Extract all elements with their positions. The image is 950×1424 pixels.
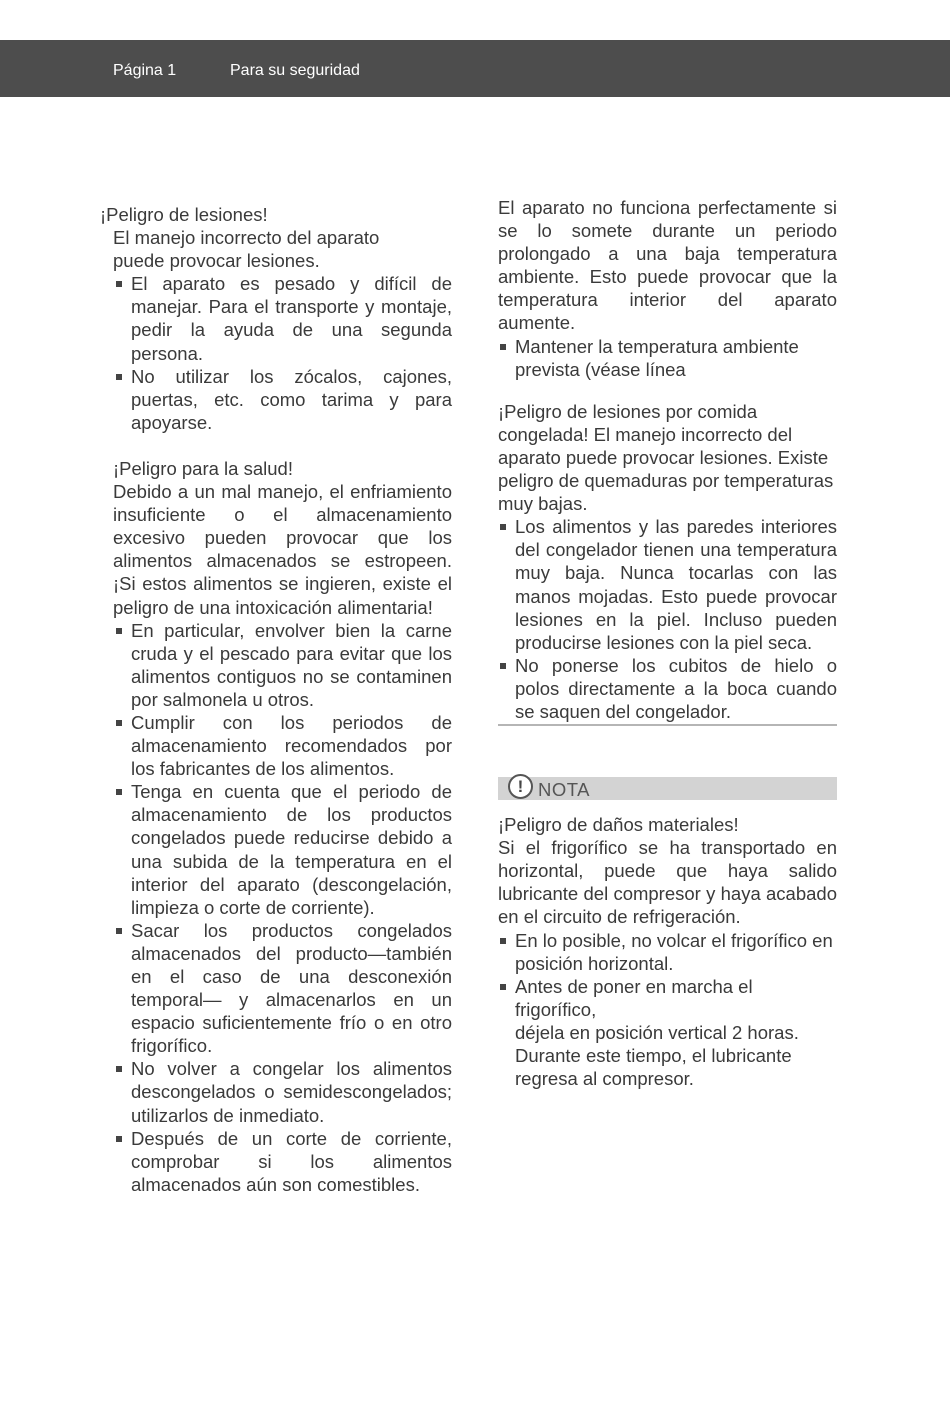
bullet-square-icon	[116, 1136, 122, 1142]
list-item	[100, 619, 452, 711]
bullet-square-icon	[116, 789, 122, 795]
list-item-text: No ponerse los cubitos de hielo o polos directamente a la boca cuando se saquen del congelador.	[515, 654, 837, 722]
bullet-square-icon	[116, 928, 122, 934]
note-banner	[498, 777, 837, 800]
section-divider	[498, 724, 837, 726]
left-column	[100, 203, 452, 1196]
bullet-square-icon	[116, 628, 122, 634]
list-item	[100, 1127, 452, 1196]
list-item	[498, 515, 837, 654]
section-title: Para su seguridad	[230, 62, 360, 79]
exclamation-icon: !	[508, 774, 533, 799]
injury-heading: ¡Peligro de lesiones!	[100, 204, 268, 225]
list-item-text: Sacar los productos congelados almacenados del producto—también en el caso de una desconexión temporal— y almacenarlos en un espacio suficientemente frío o en otro frigorífico.	[131, 919, 452, 1057]
list-item-text: El aparato es pesado y difícil de manejar. Para el transporte y montaje, pedir la ayuda de una segunda persona.	[131, 273, 452, 364]
page-number: Página 1	[113, 62, 177, 79]
injury-text-line-2: puede provocar lesiones.	[113, 250, 320, 272]
bullet-square-icon	[500, 663, 506, 669]
bullet-square-icon	[116, 1066, 122, 1072]
list-item	[100, 711, 452, 780]
bullet-square-icon	[500, 524, 506, 530]
list-item	[100, 365, 452, 434]
bullet-square-icon	[500, 344, 506, 350]
list-item-text: No volver a congelar los alimentos descongelados o semidescongelados; utilizarlos de inmediato.	[131, 1058, 452, 1126]
temperature-bullet-list	[498, 335, 837, 381]
list-item	[498, 929, 837, 975]
list-item-text: Los alimentos y las paredes interiores del congelador tienen una temperatura muy baja. Nunca tocarlas con las manos mojadas. Esto puede provocar lesiones en la piel. Incluso pueden producirse lesiones con la piel seca.	[515, 516, 837, 653]
list-item-text: Tenga en cuenta que el periodo de almacenamiento de los productos congelados puede reducirse debido a una subida de la temperatura en el interior del aparato (descongelación, limpieza o corte de corriente).	[131, 781, 452, 918]
health-bullet-list	[100, 619, 452, 1196]
health-text: Debido a un mal manejo, el enfriamiento insuficiente o el almacenamiento excesivo pueden provocar que los alimentos almacenados se estropeen. ¡Si estos alimentos se ingieren, existe el peligro de una intoxicación alimentaria!	[113, 481, 452, 618]
list-item	[498, 654, 837, 723]
list-item	[100, 919, 452, 1058]
temperature-text: El aparato no funciona perfectamente si se lo somete durante un periodo prolongado a una baja temperatura ambiente. Esto puede provocar que la temperatura interior del aparato aumente.	[498, 197, 837, 334]
health-heading: ¡Peligro para la salud!	[113, 457, 293, 479]
note-bullet-list	[498, 929, 837, 1091]
bullet-square-icon	[500, 938, 506, 944]
note-text: Si el frigorífico se ha transportado en horizontal, puede que haya salido lubricante del compresor y haya acabado en el circuito de refrigeración.	[498, 837, 837, 928]
list-item-text: Mantener la temperatura ambiente prevista (véase línea	[515, 335, 799, 380]
frozen-text: ¡Peligro de lesiones por comida congelada! El manejo incorrecto del aparato puede provocar lesiones. Existe peligro de quemaduras por temperaturas muy bajas.	[498, 400, 834, 515]
page-header	[0, 40, 950, 97]
list-item	[100, 272, 452, 364]
right-column	[498, 196, 837, 1090]
list-item-text: Después de un corte de corriente, comprobar si los alimentos almacenados aún son comestibles.	[131, 1127, 452, 1195]
list-item-text: En lo posible, no volcar el frigorífico en posición horizontal.	[515, 929, 833, 974]
note-label: NOTA	[538, 779, 591, 801]
list-item	[100, 1057, 452, 1126]
list-item-text: En particular, envolver bien la carne cruda y el pescado para evitar que los alimentos contiguos no se contaminen por salmonela u otros.	[131, 619, 452, 710]
bullet-square-icon	[116, 720, 122, 726]
list-item	[498, 335, 837, 381]
injury-bullet-list	[100, 272, 452, 434]
list-item	[100, 780, 452, 919]
bullet-square-icon	[500, 984, 506, 990]
list-item	[498, 975, 837, 1090]
list-item-text: No utilizar los zócalos, cajones, puertas, etc. como tarima y para apoyarse.	[131, 365, 452, 433]
list-item-text: Antes de poner en marcha el frigorífico, déjela en posición vertical 2 horas. Durante este tiempo, el lubricante regresa al compresor.	[515, 975, 799, 1090]
bullet-square-icon	[116, 374, 122, 380]
list-item-text: Cumplir con los periodos de almacenamiento recomendados por los fabricantes de los alimentos.	[131, 711, 452, 780]
note-heading: ¡Peligro de daños materiales!	[498, 814, 739, 836]
frozen-bullet-list	[498, 515, 837, 723]
injury-text-line-1: El manejo incorrecto del aparato	[113, 227, 380, 249]
bullet-square-icon	[116, 281, 122, 287]
